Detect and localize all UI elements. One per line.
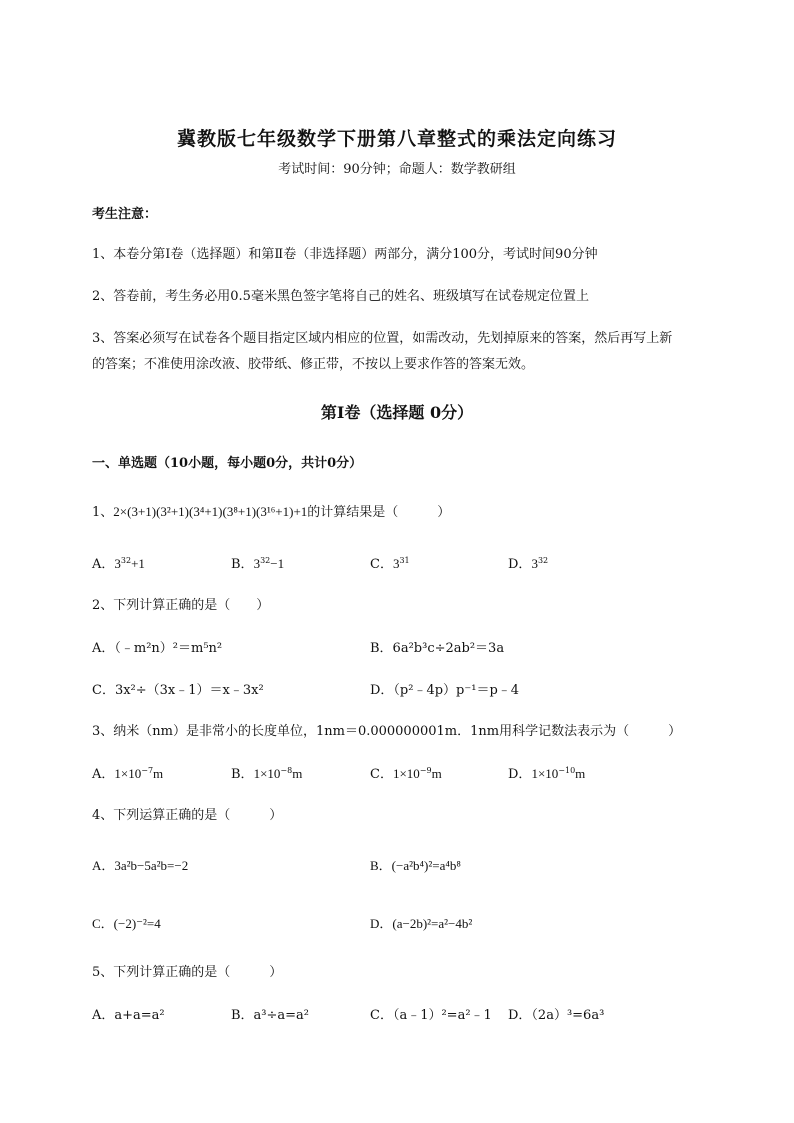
option-label: B．: [231, 557, 254, 572]
option-unit: m: [575, 766, 586, 781]
q3-option-a: [92, 763, 163, 782]
page-title: 冀教版七年级数学下册第八章整式的乘法定向练习: [176, 128, 617, 150]
q4-option-c: C．(−2)⁻²=4: [92, 916, 161, 931]
option-base: 3: [253, 556, 261, 571]
q1-option-b: [231, 553, 284, 572]
notice-item: 2、答卷前，考生务必用0.5毫米黑色签字笔将自己的姓名、班级填写在试卷规定位置上: [92, 289, 589, 304]
q1-expression: 2×(3+1)(3²+1)(3⁴+1)(3⁸+1)(3¹⁶+1)+1: [113, 504, 308, 519]
option-exponent: 31: [399, 556, 410, 565]
option-tail: +1: [131, 556, 145, 571]
q4-option-d: D．(a−2b)²=a²−4b²: [370, 916, 473, 931]
q2-option-d: D．（p²﹣4p）p⁻¹＝p﹣4: [370, 683, 520, 698]
option-value: 1×10: [531, 766, 559, 781]
q1-option-c: [370, 553, 410, 572]
notice-item: 3、答案必须写在试卷各个题目指定区域内相应的位置，如需改动，先划掉原来的答案，然后再写上新: [92, 331, 673, 346]
question-1: [92, 501, 450, 520]
q1-suffix: 的计算结果是（ ）: [307, 505, 451, 520]
q5-option-d: D．（2a）³=6a³: [508, 1008, 605, 1023]
option-label: D．: [508, 767, 532, 782]
q1-option-d: [508, 553, 548, 572]
q2-option-a: A．（﹣m²n）²＝m⁵n²: [92, 641, 223, 656]
q5-option-c: C．（a﹣1）²=a²﹣1: [370, 1008, 492, 1023]
option-unit: m: [153, 766, 164, 781]
option-unit: m: [431, 766, 442, 781]
option-unit: m: [292, 766, 303, 781]
option-label: C．: [370, 767, 393, 782]
option-exponent: 32: [260, 556, 271, 565]
question-2: 2、下列计算正确的是（ ）: [92, 598, 270, 613]
option-value: 1×10: [253, 766, 281, 781]
option-exponent: −8: [280, 766, 293, 775]
option-label: C．: [370, 557, 393, 572]
option-label: D．: [508, 557, 532, 572]
q5-option-b: B．a³÷a=a²: [231, 1008, 310, 1023]
option-label: A．: [92, 767, 115, 782]
q4-option-a: A．3a²b−5a²b=−2: [92, 858, 189, 873]
q2-option-b: B．6a²b³c÷2ab²＝3a: [370, 641, 505, 656]
option-exponent: 32: [537, 556, 549, 565]
q2-option-c: C．3x²÷（3x﹣1）＝x﹣3x²: [92, 683, 264, 698]
q3-option-d: [508, 763, 585, 782]
option-tail: −1: [270, 556, 285, 571]
question-5: 5、下列计算正确的是（ ）: [92, 965, 283, 980]
exam-info: 考试时间：90分钟；命题人：数学教研组: [278, 162, 516, 177]
option-exponent: −9: [419, 766, 432, 775]
q5-option-a: A．a+a=a²: [92, 1008, 165, 1023]
option-exponent: 32: [120, 556, 132, 565]
option-value: 1×10: [114, 766, 142, 781]
section-title: 第I卷（选择题 0分）: [320, 403, 474, 422]
q1-number: 1、: [92, 505, 114, 520]
notice-item: 的答案；不准使用涂改液、胶带纸、修正带，不按以上要求作答的答案无效。: [92, 357, 535, 372]
q3-option-c: [370, 763, 442, 782]
question-3: 3、纳米（nm）是非常小的长度单位，1nm＝0.000000001m．1nm用科学记数法表示为（ ）: [92, 724, 682, 739]
part-heading: 一、单选题（10小题，每小题0分，共计0分）: [92, 456, 363, 471]
option-exponent: −10: [558, 766, 576, 775]
question-4: 4、下列运算正确的是（ ）: [92, 808, 283, 823]
option-base: 3: [392, 556, 400, 571]
option-base: 3: [114, 556, 121, 571]
option-label: B．: [231, 767, 254, 782]
option-base: 3: [531, 556, 538, 571]
q4-option-b: B．(−a²b⁴)²=a⁴b⁸: [370, 858, 461, 873]
notice-item: 1、本卷分第I卷（选择题）和第Ⅱ卷（非选择题）两部分，满分100分，考试时间90分钟: [92, 247, 598, 262]
option-exponent: −7: [141, 766, 154, 775]
option-value: 1×10: [392, 766, 420, 781]
option-label: A．: [92, 557, 115, 572]
notice-heading: 考生注意：: [92, 207, 158, 222]
q3-option-b: [231, 763, 302, 782]
q1-option-a: [92, 553, 145, 572]
